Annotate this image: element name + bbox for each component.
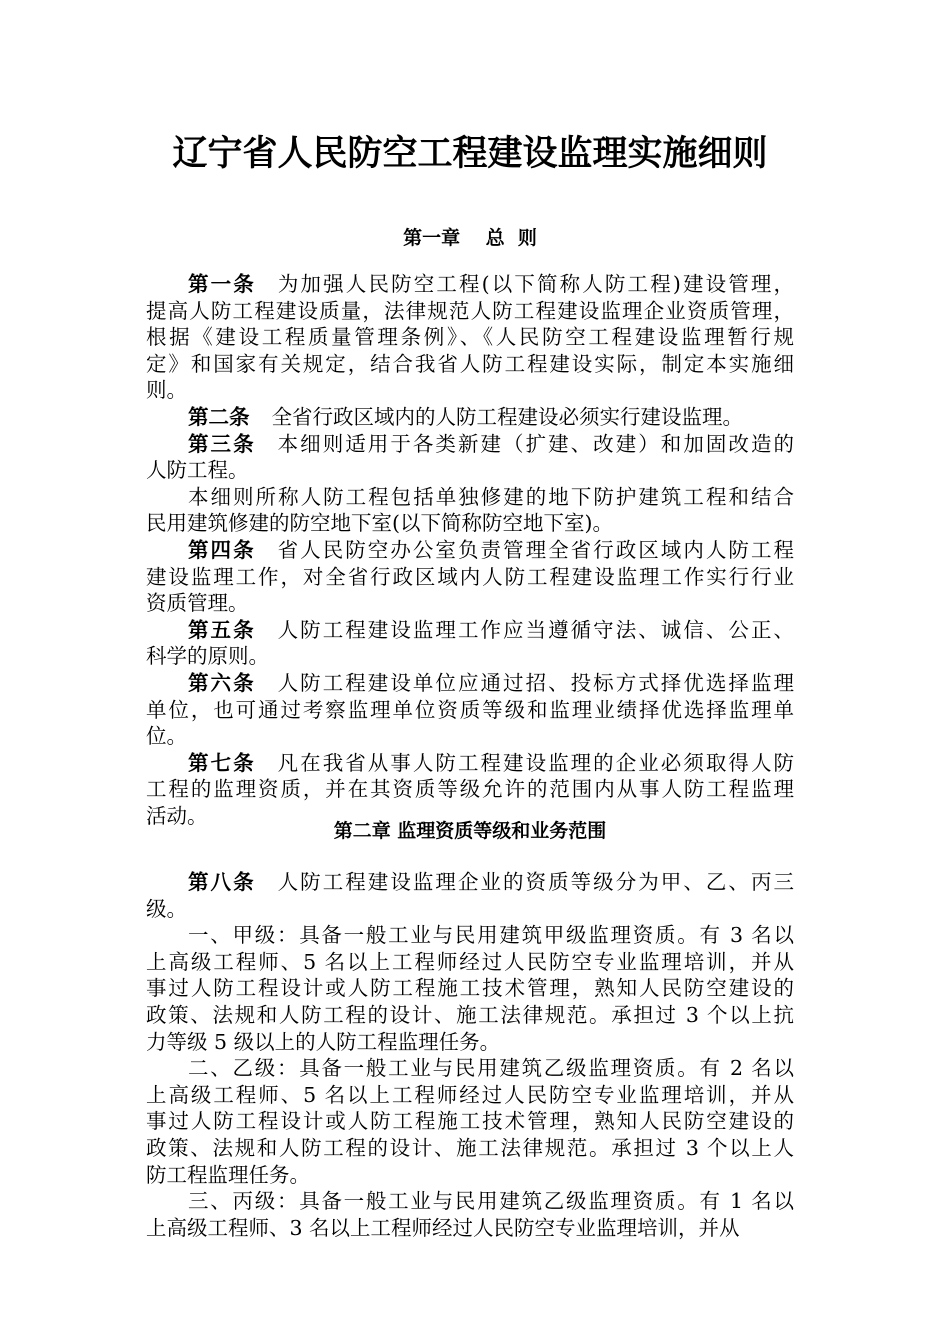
text-line	[146, 975, 794, 1002]
text-line	[146, 298, 794, 325]
line-text: 上高级工程师、5 名以上工程师经过人民防空专业监理培训，并从	[146, 949, 794, 974]
text-line	[146, 1108, 794, 1135]
line-text: 人防工程。	[146, 458, 249, 483]
text-line	[146, 723, 794, 750]
line-text: 本细则适用于各类新建（扩建、改建）和加固改造的	[277, 431, 795, 456]
line-text: 全省行政区域内的人防工程建设必须实行建设监理。	[271, 404, 743, 429]
text-line	[146, 377, 794, 404]
text-line	[146, 351, 794, 378]
article-number: 第八条	[188, 870, 256, 894]
chapter-heading: 第一章 总 则	[403, 227, 537, 249]
text-line	[146, 670, 794, 697]
line-text: 事过人防工程设计或人防工程施工技术管理，熟知人民防空建设的	[146, 1109, 794, 1134]
text-line	[146, 617, 794, 644]
text-line	[146, 776, 794, 803]
text-line	[146, 271, 794, 298]
document-title: 辽宁省人民防空工程建设监理实施细则	[172, 134, 768, 174]
article-number: 第五条	[188, 617, 256, 642]
line-text: 建设监理工作，对全省行政区域内人防工程建设监理工作实行行业	[146, 564, 794, 589]
text-line	[146, 564, 794, 591]
text-line	[146, 537, 794, 564]
line-text: 人防工程建设监理工作应当遵循守法、诚信、公正、	[277, 617, 795, 642]
text-line	[146, 1162, 794, 1189]
line-text: 事过人防工程设计或人防工程施工技术管理，熟知人民防空建设的	[146, 976, 794, 1001]
line-text: 工程的监理资质，并在其资质等级允许的范围内从事人防工程监理	[146, 777, 794, 802]
chapter-body	[146, 271, 794, 829]
text-line	[146, 1135, 794, 1162]
line-text: 为加强人民防空工程(以下简称人防工程)建设管理，	[277, 272, 794, 296]
line-text: 科学的原则。	[146, 644, 269, 669]
text-line	[146, 404, 794, 431]
body-paragraph	[146, 484, 794, 537]
line-text: 资质管理。	[146, 591, 249, 616]
text-line	[146, 324, 794, 351]
line-text: 省人民防空办公室负责管理全省行政区域内人防工程	[277, 537, 795, 562]
line-text: 提高人防工程建设质量，法律规范人防工程建设监理企业资质管理，	[146, 298, 794, 323]
line-text: 根据《建设工程质量管理条例》、《人民防空工程建设监理暂行规	[146, 325, 794, 350]
text-line	[146, 484, 794, 511]
line-text: 级。	[146, 896, 187, 921]
body-paragraph	[146, 1055, 794, 1188]
text-line	[146, 457, 794, 484]
line-text: 人防工程建设单位应通过招、投标方式择优选择监理	[277, 670, 795, 695]
text-line	[146, 1002, 794, 1029]
body-paragraph	[146, 1188, 794, 1241]
text-line	[146, 1029, 794, 1056]
chapter-heading: 第二章 监理资质等级和业务范围	[333, 820, 607, 842]
line-text: 位。	[146, 724, 187, 749]
text-line	[146, 1082, 794, 1109]
article-paragraph	[146, 617, 794, 670]
line-text: 定》和国家有关规定，结合我省人防工程建设实际，制定本实施细	[146, 351, 794, 376]
line-text: 防工程监理任务。	[146, 1162, 310, 1187]
line-text: 活动。	[146, 803, 208, 828]
line-text: 本细则所称人防工程包括单独修建的地下防护建筑工程和结合	[188, 484, 794, 509]
article-number: 第六条	[188, 670, 256, 695]
line-text: 三、丙级：具备一般工业与民用建筑乙级监理资质。有 1 名以	[188, 1189, 794, 1214]
line-text: 政策、法规和人防工程的设计、施工法律规范。承担过 3 个以上人	[146, 1135, 794, 1160]
text-line	[146, 1188, 794, 1215]
article-paragraph	[146, 869, 794, 922]
article-paragraph	[146, 537, 794, 617]
chapter-body	[146, 869, 794, 1241]
article-paragraph	[146, 670, 794, 750]
article-paragraph	[146, 404, 794, 431]
line-text: 单位，也可通过考察监理单位资质等级和监理业绩择优选择监理单	[146, 697, 794, 722]
text-line	[146, 1055, 794, 1082]
body-paragraph	[146, 922, 794, 1055]
text-line	[146, 869, 794, 896]
text-line	[146, 510, 794, 537]
text-line	[146, 590, 794, 617]
article-number: 第七条	[188, 750, 256, 775]
article-number: 第一条	[188, 272, 256, 296]
text-line	[146, 697, 794, 724]
text-line	[146, 922, 794, 949]
text-line	[146, 750, 794, 777]
article-number: 第三条	[188, 431, 256, 456]
line-text: 上高级工程师、5 名以上工程师经过人民防空专业监理培训，并从	[146, 1082, 794, 1107]
text-line	[146, 643, 794, 670]
line-text: 一、甲级：具备一般工业与民用建筑甲级监理资质。有 3 名以	[188, 923, 794, 948]
article-number: 第四条	[188, 537, 256, 562]
text-line	[146, 1215, 794, 1242]
line-text: 人防工程建设监理企业的资质等级分为甲、乙、丙三	[277, 870, 795, 894]
line-text: 民用建筑修建的防空地下室(以下简称防空地下室)。	[146, 511, 613, 536]
article-paragraph	[146, 431, 794, 484]
text-line	[146, 896, 794, 923]
line-text: 凡在我省从事人防工程建设监理的企业必须取得人防	[277, 750, 795, 775]
article-paragraph	[146, 271, 794, 404]
article-number: 第二条	[188, 404, 250, 429]
line-text: 二、乙级：具备一般工业与民用建筑乙级监理资质。有 2 名以	[188, 1056, 794, 1081]
line-text: 则。	[146, 378, 187, 403]
text-line	[146, 431, 794, 458]
line-text: 政策、法规和人防工程的设计、施工法律规范。承担过 3 个以上抗	[146, 1002, 794, 1027]
line-text: 力等级 5 级以上的人防工程监理任务。	[146, 1029, 501, 1054]
line-text: 上高级工程师、3 名以上工程师经过人民防空专业监理培训，并从	[146, 1215, 740, 1240]
text-line	[146, 949, 794, 976]
